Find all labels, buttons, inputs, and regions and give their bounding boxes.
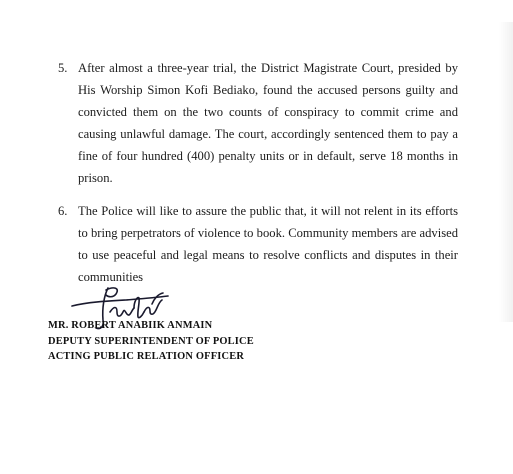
paragraph-number: 6. (58, 204, 68, 218)
paragraph-number: 5. (58, 61, 68, 75)
paragraph-6 (58, 200, 458, 288)
signatory-rank: DEPUTY SUPERINTENDENT OF POLICE (48, 335, 254, 347)
paragraph-text: The Police will like to assure the public that, it will not relent in its efforts to bring perpetrators of violence to book. Community members are advised to use peaceful and legal means to resolve conflicts and disputes in their communities (78, 204, 458, 284)
paragraph-text: After almost a three-year trial, the District Magistrate Court, presided by His Worship Simon Kofi Bediako, found the accused persons guilty and convicted them on the two counts of conspiracy to commit crime and causing unlawful damage. The court, accordingly sentenced them to pay a fine of four hundred (400) penalty units or in default, serve 18 months in prison. (78, 61, 458, 185)
signatory-title: ACTING PUBLIC RELATION OFFICER (48, 351, 245, 362)
signature-block (48, 318, 254, 365)
paragraph-5 (58, 57, 458, 189)
signatory-name: MR. ROBERT ANABIIK ANMAIN (48, 320, 213, 331)
page-edge-shadow (499, 22, 513, 322)
